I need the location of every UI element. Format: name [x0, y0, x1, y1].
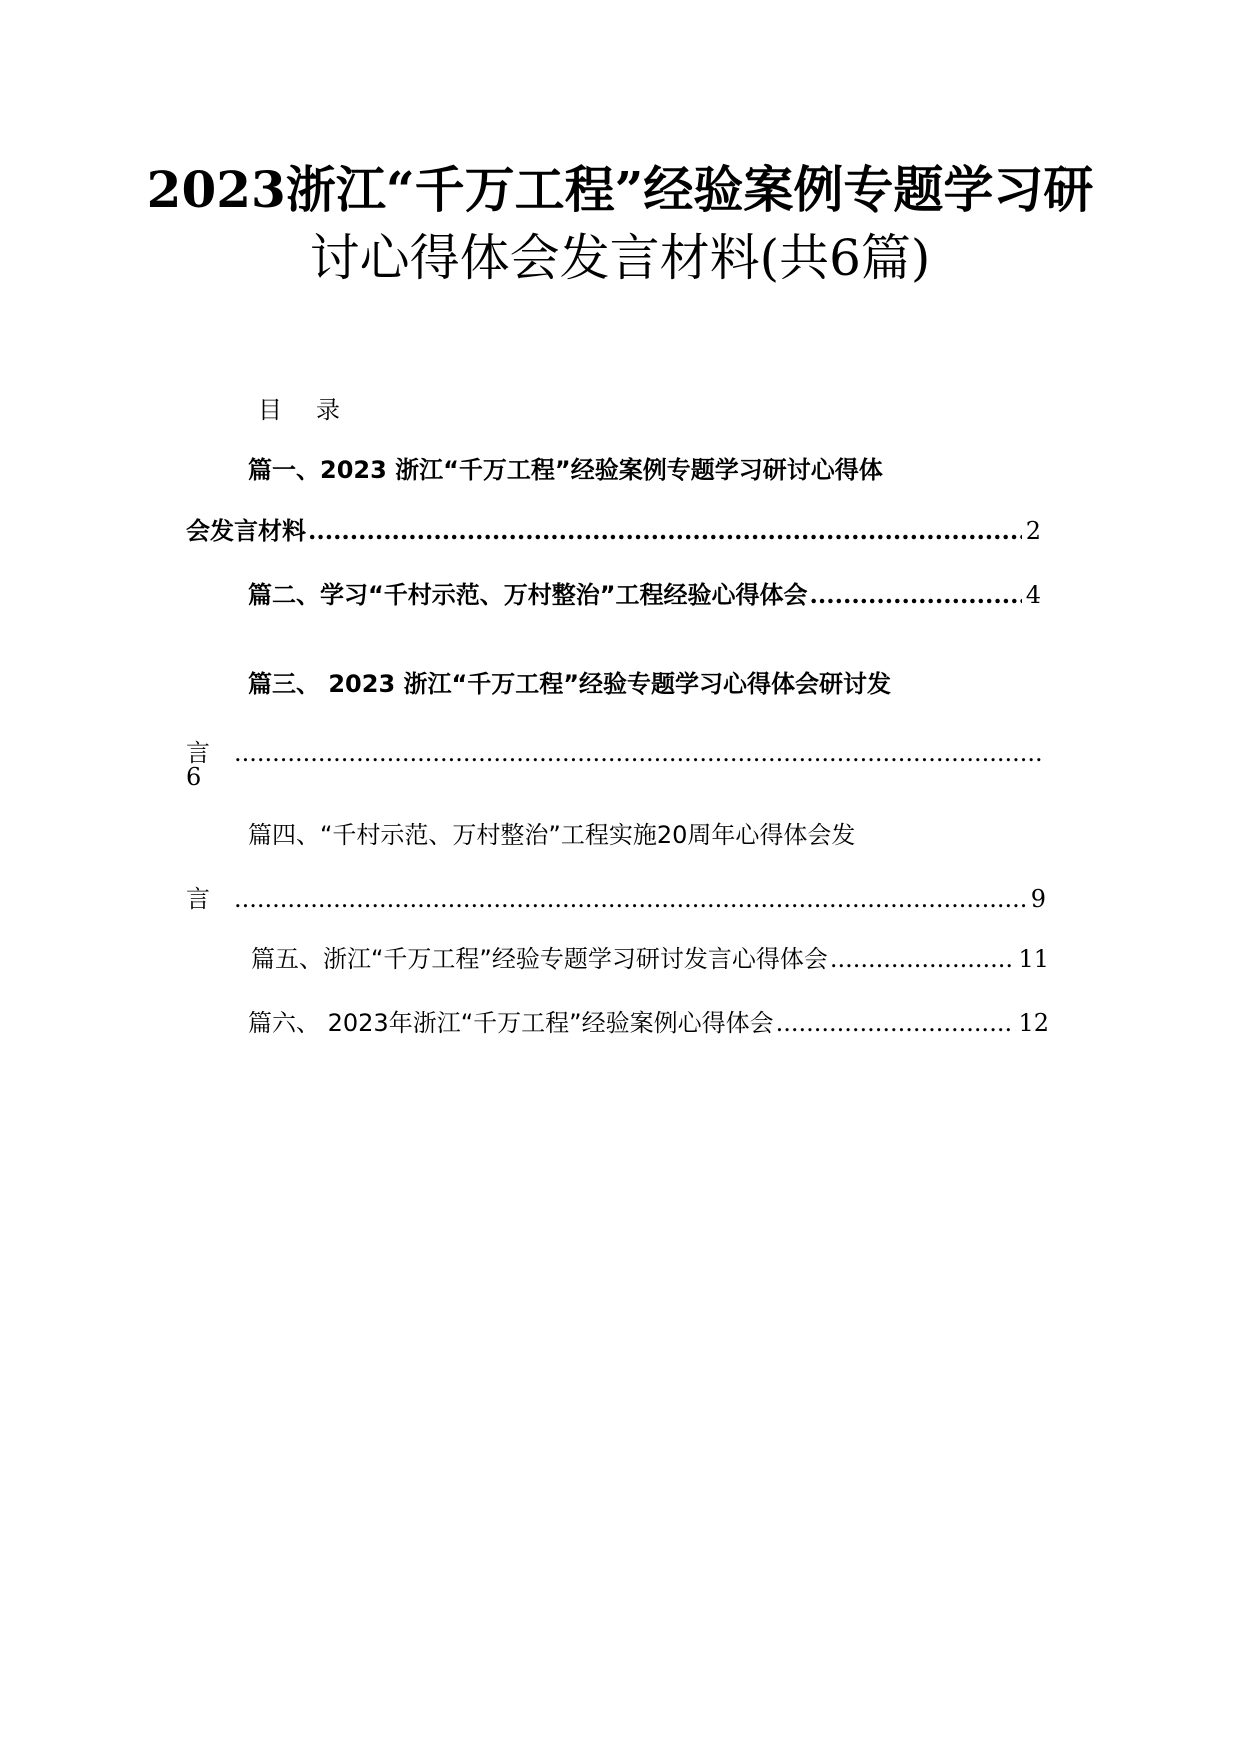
toc-entry-5-text: 篇五、浙江“千万工程”经验专题学习研讨发言心得体会	[251, 945, 828, 973]
toc-leader-dots	[776, 1006, 1015, 1040]
toc-entry-2-page: 4	[1025, 581, 1041, 609]
toc-leader-dots	[234, 882, 1027, 916]
toc-entry-1-page: 2	[1025, 517, 1041, 545]
toc-entry-6-page: 12	[1018, 1009, 1049, 1037]
toc-entry-3-text: 言	[186, 739, 210, 767]
toc-leader-dots	[234, 736, 1042, 770]
toc-entry-1-line-2[interactable]	[186, 514, 1041, 548]
toc-entry-2-text: 篇二、学习“千村示范、万村整治”工程经验心得体会	[248, 581, 808, 609]
toc-entry-3-line-2[interactable]	[186, 736, 1046, 770]
toc-leader-dots	[308, 514, 1022, 548]
toc-entry-3-line-1[interactable]: 篇三、 2023 浙江“千万工程”经验专题学习心得体会研讨发	[248, 670, 892, 698]
toc-entry-5[interactable]	[251, 942, 1049, 976]
toc-entry-6-text: 篇六、 2023年浙江“千万工程”经验案例心得体会	[248, 1009, 774, 1037]
toc-entry-4-text: 言	[186, 885, 210, 913]
toc-heading: 目录	[258, 396, 374, 424]
toc-leader-dots	[810, 578, 1022, 612]
toc-leader-dots	[830, 942, 1015, 976]
toc-entry-6[interactable]	[248, 1006, 1049, 1040]
document-title-line-2: 讨心得体会发言材料(共6篇)	[309, 229, 931, 287]
document-title-line-1: 2023浙江“千万工程”经验案例专题学习研	[146, 160, 1094, 219]
toc-entry-2[interactable]	[248, 578, 1041, 612]
toc-entry-5-page: 11	[1018, 945, 1049, 973]
toc-entry-4-line-1[interactable]: 篇四、“千村示范、万村整治”工程实施20周年心得体会发	[248, 821, 856, 849]
toc-entry-1-line-1[interactable]: 篇一、2023 浙江“千万工程”经验案例专题学习研讨心得体	[248, 456, 883, 484]
toc-entry-4-page: 9	[1030, 885, 1046, 913]
toc-entry-4-line-2[interactable]	[186, 882, 1046, 916]
toc-entry-1-text: 会发言材料	[186, 517, 306, 545]
toc-entry-3-page: 6	[186, 763, 202, 791]
